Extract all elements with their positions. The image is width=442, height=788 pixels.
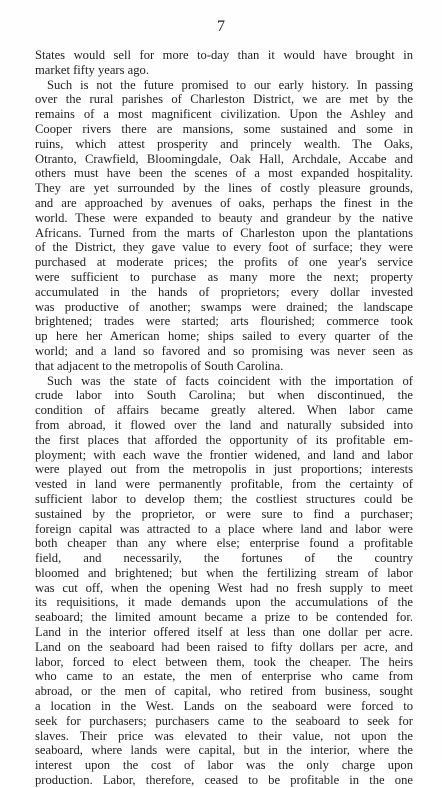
text-line: was cut off, when the opening West had no fresh supply to meet: [35, 580, 413, 595]
text-line: interest upon the cost of labor was the only charge upon: [35, 758, 413, 773]
text-line: were sufficient to purchase as many more the next; property: [35, 269, 413, 284]
page-number: 7: [217, 18, 225, 35]
text-line: over the rural parishes of Charleston District, we are met by the: [35, 92, 413, 107]
text-line: from abroad, it flowed over the land and naturally subsided into: [35, 417, 413, 432]
text-line: brightened; trades were started; arts flourished; commerce took: [35, 314, 413, 329]
text-line: Such is not the future promised to our early history. In passing: [47, 77, 413, 92]
text-line: the first places that afforded the opportunity of its profitable em-: [35, 432, 413, 447]
text-line: was productive of another; swamps were drained; the landscape: [35, 299, 413, 314]
text-line: that adjacent to the metropolis of South Carolina.: [35, 358, 284, 373]
text-line: ruins, which attest prosperity and princely wealth. The Oaks,: [35, 136, 413, 151]
text-line: seaboard; the limited amount became a prize to be contended for.: [35, 610, 413, 625]
text-line: were played out from the metropolis in just proportions; interests: [35, 462, 413, 477]
text-line: They are yet surrounded by the lines of costly pleasure grounds,: [35, 181, 413, 196]
text-line: market fifty years ago.: [35, 62, 149, 77]
text-line: up here her American home; ships sailed to every quarter of the: [35, 329, 413, 344]
text-line: sustained by the proprietor, or were sure to find a purchaser;: [35, 506, 413, 521]
text-line: and are approached by avenues of oaks, perhaps the finest in the: [35, 195, 413, 210]
text-line: its requisitions, it made demands upon the accumulations of the: [35, 595, 413, 610]
text-line: sufficient labor to develop them; the costliest structures could be: [35, 491, 413, 506]
text-line: ployment; with each wave the frontier widened, and land and labor: [35, 447, 413, 462]
text-line: slaves. Their price was elevated to their value, not upon the: [35, 728, 413, 743]
text-line: accumulated in the hands of proprietors; every dollar invested: [35, 284, 413, 299]
text-line: production. Labor, therefore, ceased to be profitable in the one: [35, 773, 413, 788]
text-line: a location in the West. Lands on the seaboard were forced to: [35, 699, 413, 714]
text-line: of the District, they gave value to every foot of surface; they were: [35, 240, 413, 255]
text-line: seaboard, where lands were capital, but in the interior, where the: [35, 743, 413, 758]
text-line: world. These were expanded to beauty and grandeur by the native: [35, 210, 413, 225]
text-line: Such was the state of facts coincident with the importation of: [47, 373, 413, 388]
text-line: Land on the seaboard had been raised to fifty dollars per acre, and: [35, 639, 413, 654]
text-line: condition of affairs became greatly altered. When labor came: [35, 403, 413, 418]
text-line: Africans. Turned from the marts of Charleston upon the plantations: [35, 225, 413, 240]
text-line: field, and necessarily, the fortunes of the country: [35, 551, 413, 566]
text-line: Otranto, Crawfield, Bloomingdale, Oak Hall, Archdale, Accabe and: [35, 151, 413, 166]
text-line: world; and a land so favored and so promising was never seen as: [35, 343, 413, 358]
text-line: who came to an estate, the men of enterprise who came from: [35, 669, 413, 684]
text-line: remains of a most magnificent civilization. Upon the Ashley and: [35, 107, 413, 122]
text-line: purchased at moderate prices; the profits of one year's service: [35, 255, 413, 270]
text-line: foreign capital was attracted to a place where land and labor were: [35, 521, 413, 536]
text-line: seek for purchasers; purchasers came to the seaboard to seek for: [35, 713, 413, 728]
text-line: abroad, or the men of capital, who retired from business, sought: [35, 684, 413, 699]
text-line: Cooper rivers there are mansions, some sustained and some in: [35, 121, 413, 136]
text-line: States would sell for more to-day than it would have brought in: [35, 48, 413, 62]
text-line: labor, forced to elect between them, took the cheaper. The heirs: [35, 654, 413, 669]
text-line: bloomed and brightened; but when the fertilizing stream of labor: [35, 565, 413, 580]
text-line: vested in land were permanently profitable, from the certainty of: [35, 477, 413, 492]
text-line: Land in the interior offered itself at less than one dollar per acre.: [35, 625, 413, 640]
text-line: both cheaper than any where else; enterprise found a profitable: [35, 536, 413, 551]
text-line: crude labor into South Carolina; but when discontinued, the: [35, 388, 413, 403]
body-text: [35, 48, 413, 788]
text-line: others must have been the scenes of a most expanded hospitality.: [35, 166, 413, 181]
